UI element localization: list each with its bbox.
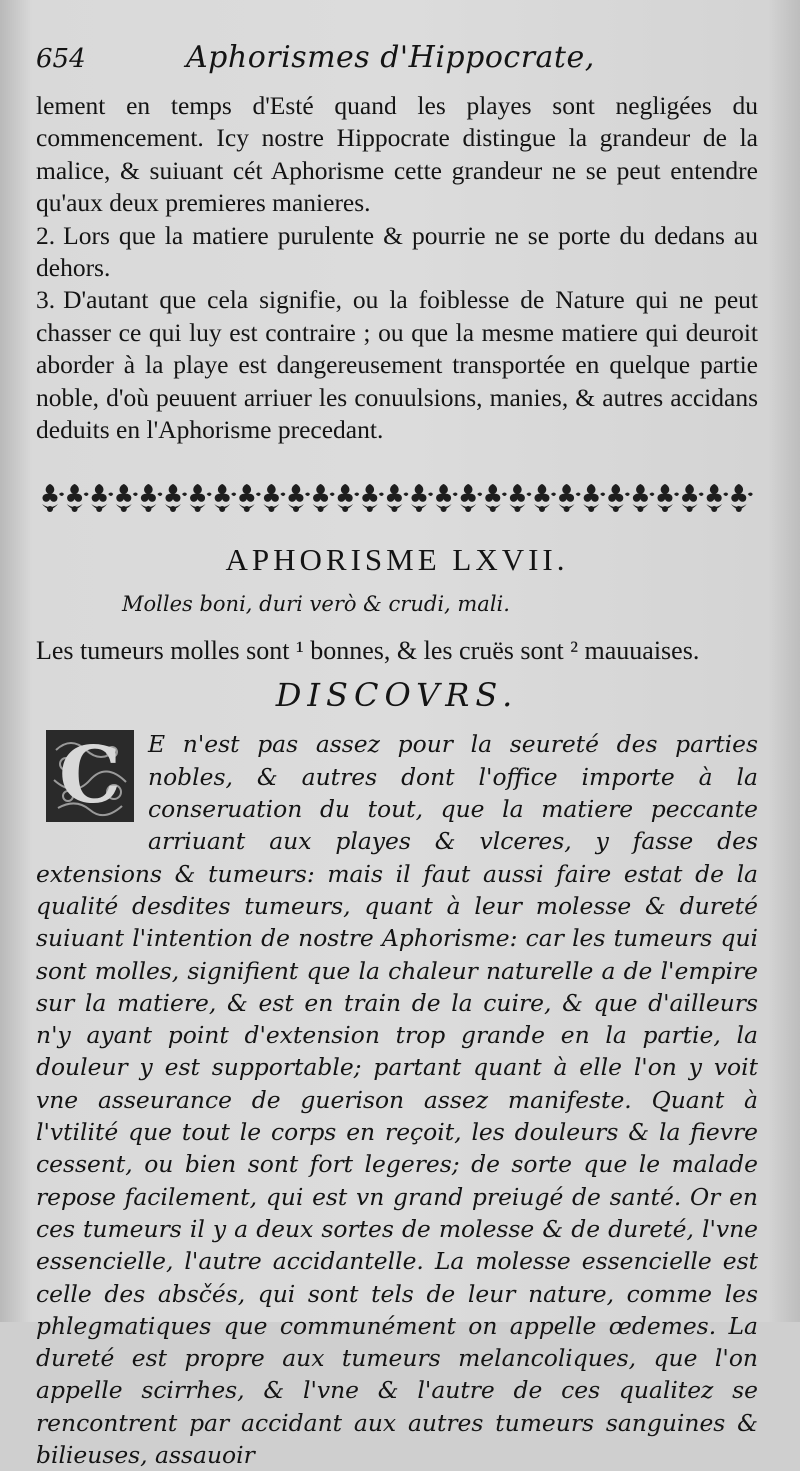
fleuron-motif — [657, 484, 679, 512]
running-title: Aphorismes d'Hippocrate, — [186, 40, 595, 75]
discourse-body — [36, 728, 758, 1471]
commentary-notes — [36, 90, 758, 446]
fleuron-motif — [386, 484, 408, 512]
aphorism-title: APHORISME LXVII. — [225, 542, 569, 578]
latin-aphorism: Molles boni, duri verò & crudi, mali. — [122, 592, 510, 617]
french-aphorism: Les tumeurs molles sont ¹ bonnes, & les cruës sont ² mauuaises. — [36, 636, 700, 666]
fleuron-motif — [288, 484, 310, 512]
page-number: 654 — [36, 44, 86, 74]
fleuron-motif — [509, 484, 531, 512]
fleuron-motif — [165, 484, 187, 512]
fleuron-motif — [706, 484, 728, 512]
fleuron-motif — [534, 484, 556, 512]
note-3-number: 3. — [36, 285, 56, 315]
discourse-text: E n'est pas assez pour la seureté des parties nobles, & autres dont l'office importe à la conseruation du tout, que la matiere peccante arriuant aux playes & vlceres, y fasse des extensions & tumeurs: mais il faut aussi faire estat de la qualité desdites tumeurs, quant à leur molesse & dureté suiuant l'intention de nostre Aphorisme: car les tumeurs qui sont molles, signifient que la chaleur naturelle a de l'empire sur la matiere, & est en train de la cuire, & que d'ailleurs n'y ayant point d'extension trop grande en la partie, la douleur y est supportable; partant quant à elle l'on y voit vne asseurance de guerison assez manifeste. Quant à l'vtilité que tout le corps en reçoit, les douleurs & la fievre cessent, ou bien sont fort legeres; de sorte que le malade repose facilement, qui est vn grand preiugé de santé. Or en ces tumeurs il y a deux sortes de molesse & de dureté, l'vne essencielle, l'autre accidantelle. La molesse essencielle est celle des absčés, qui sont tels de leur nature, comme les phlegmatiques que communément on appelle œdemes. La dureté est propre aux tumeurs melancoliques, que l'on appelle scirrhes, & l'vne & l'autre de ces qualitez se rencontrent par accidant aux autres tumeurs sanguines & bilieuses, assauoir — [36, 730, 758, 1469]
fleuron-motif — [583, 484, 605, 512]
fleuron-ornament — [36, 480, 758, 514]
decorated-initial — [46, 730, 134, 822]
fleuron-motif — [460, 484, 482, 512]
fleuron-motif — [313, 484, 335, 512]
fleuron-motif — [362, 484, 384, 512]
fleuron-motif — [91, 484, 113, 512]
fleuron-motif — [731, 484, 753, 512]
fleuron-motif — [239, 484, 261, 512]
fleuron-motif — [67, 484, 89, 512]
fleuron-motif — [485, 484, 507, 512]
fleuron-motif — [214, 484, 236, 512]
fleuron-motif — [632, 484, 654, 512]
fleuron-motif — [140, 484, 162, 512]
fleuron-motif — [436, 484, 458, 512]
fleuron-motif — [411, 484, 433, 512]
note-3-text: D'autant que cela signifie, ou la foiblesse de Nature qui ne peut chasser ce qui luy est contraire ; ou que la mesme matiere qui deuroit aborder à la playe est dangereusement transportée en quelque partie noble, d'où peuuent arriuer les conuulsions, manies, & autres accidans deduits en l'Aphorisme precedant. — [36, 285, 758, 445]
note-2-text: Lors que la matiere purulente & pourrie ne se porte du dedans au dehors. — [36, 220, 758, 283]
fleuron-motif — [263, 484, 285, 512]
note-2-number: 2. — [36, 220, 56, 250]
fleuron-motif — [42, 484, 64, 512]
dropcap-letter: C — [58, 730, 122, 822]
fleuron-motif — [682, 484, 704, 512]
running-head — [36, 40, 758, 90]
fleuron-motif — [190, 484, 212, 512]
note-2 — [36, 220, 758, 285]
fleuron-motif — [608, 484, 630, 512]
discourse-heading: DISCOVRS. — [275, 676, 519, 715]
note-continuation: lement en temps d'Esté quand les playes sont negligées du commencement. Icy nostre Hippocrate distingue la grandeur de la malice, & suiuant cét Aphorisme cette grandeur ne se peut entendre qu'aux deux premieres manieres. — [36, 91, 758, 218]
fleuron-motif — [116, 484, 138, 512]
fleuron-motif — [337, 484, 359, 512]
note-3 — [36, 284, 758, 446]
fleuron-motif — [559, 484, 581, 512]
